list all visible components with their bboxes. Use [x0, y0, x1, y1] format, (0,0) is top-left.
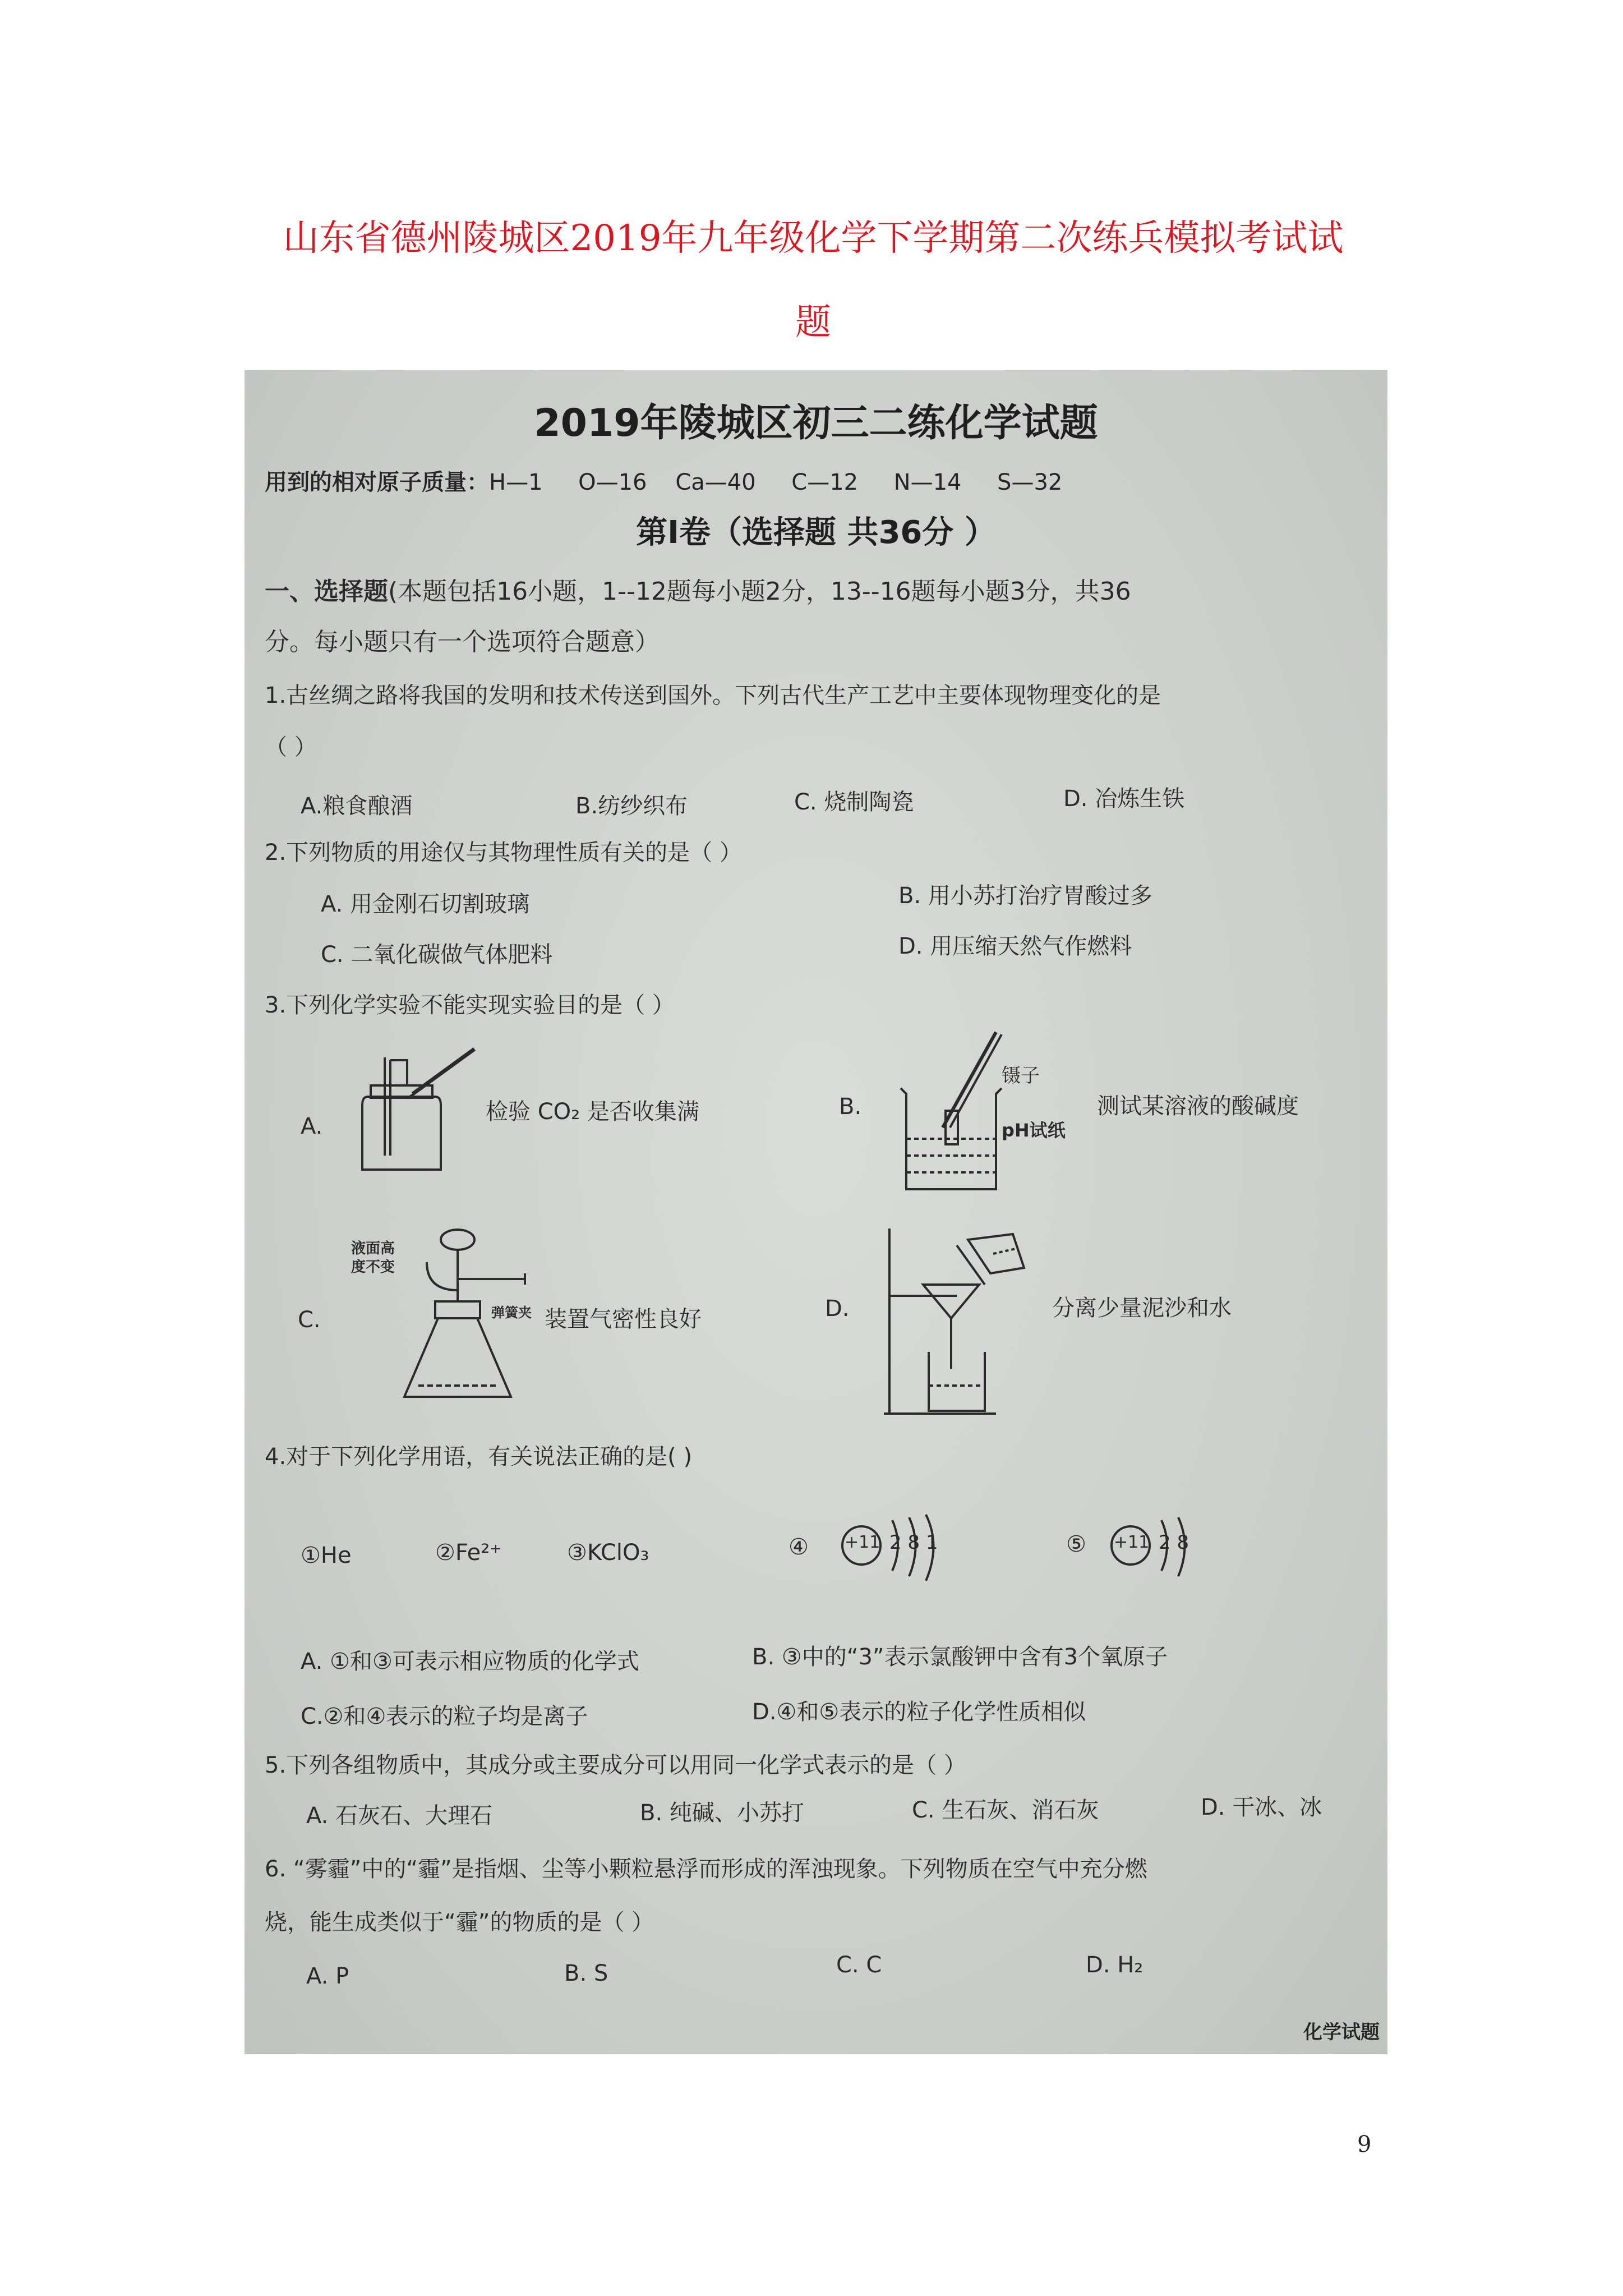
q3-option-a-letter: A. [301, 1114, 323, 1139]
q4-option-b: B. ③中的“3”表示氯酸钾中含有3个氧原子 [752, 1644, 1168, 1670]
q3-option-b-letter: B. [839, 1094, 862, 1120]
atom-5-nucleus: +11 [1114, 1533, 1150, 1552]
exam-title: 2019年陵城区初三二练化学试题 [534, 401, 1098, 445]
section-heading: 一、选择题 [265, 577, 388, 606]
section-heading-line [265, 571, 1131, 607]
atom-4-shells: 2 8 1 [889, 1531, 938, 1554]
page-number: 9 [1357, 2132, 1372, 2157]
q3-label-liquid-level-2: 度不变 [351, 1259, 395, 1276]
q4-index-4: ④ [789, 1534, 809, 1560]
atomic-mass-label: 用到的相对原子质量： [265, 470, 489, 495]
q1-option-c: C. 烧制陶瓷 [794, 789, 914, 815]
q1-option-d: D. 冶炼生铁 [1063, 786, 1185, 812]
q6-option-d: D. H₂ [1086, 1952, 1144, 1978]
q3-option-d-letter: D. [825, 1296, 850, 1322]
atom-5-shells: 2 8 [1159, 1531, 1189, 1554]
exam-photo [245, 370, 1387, 2054]
q3-option-c-letter: C. [298, 1307, 321, 1333]
document-title-line-2: 题 [795, 302, 831, 343]
section-description-2: 分。每小题只有一个选项符合题意） [265, 628, 660, 656]
q4-stem: 4.对于下列化学用语，有关说法正确的是( ) [265, 1444, 693, 1470]
q2-option-d: D. 用压缩天然气作燃料 [898, 933, 1132, 959]
q5-option-b: B. 纯碱、小苏打 [640, 1800, 804, 1826]
q3-label-ph-paper: pH试纸 [1002, 1120, 1066, 1141]
filtration-diagram [873, 1223, 1075, 1425]
q2-option-a: A. 用金刚石切割玻璃 [321, 891, 530, 917]
atomic-mass-values: H—1 O—16 Ca—40 C—12 N—14 S—32 [489, 470, 1063, 495]
q6-stem-2: 烧，能生成类似于“霾”的物质的是（ ） [265, 1910, 654, 1935]
q5-option-c: C. 生石灰、消石灰 [912, 1797, 1099, 1823]
q4-symbol-3: ③KClO₃ [567, 1540, 649, 1566]
q4-option-c: C.②和④表示的粒子均是离子 [301, 1704, 588, 1729]
atomic-mass-line [265, 464, 1062, 496]
q3-label-tweezers: 镊子 [1002, 1065, 1040, 1087]
q5-stem: 5.下列各组物质中，其成分或主要成分可以用同一化学式表示的是（ ） [265, 1752, 966, 1778]
q3-stem: 3.下列化学实验不能实现实验目的是（ ） [265, 992, 675, 1018]
q4-option-a: A. ①和③可表示相应物质的化学式 [301, 1649, 639, 1674]
q4-option-d: D.④和⑤表示的粒子化学性质相似 [752, 1699, 1086, 1725]
q4-symbol-1: ①He [301, 1543, 352, 1568]
q4-symbol-2: ②Fe²⁺ [435, 1540, 502, 1566]
q3-label-liquid-level-1: 液面高 [351, 1240, 395, 1257]
q6-option-a: A. P [306, 1963, 349, 1989]
q3-option-a-text: 检验 CO₂ 是否收集满 [486, 1099, 699, 1125]
q6-stem: 6. “雾霾”中的“霾”是指烟、尘等小颗粒悬浮而形成的浑浊现象。下列物质在空气中充分燃 [265, 1856, 1147, 1882]
q3-option-c-text: 装置气密性良好 [545, 1306, 702, 1332]
exam-footer-label: 化学试题 [1303, 2021, 1380, 2044]
q4-index-5: ⑤ [1066, 1531, 1086, 1557]
q3-option-b-text: 测试某溶液的酸碱度 [1097, 1093, 1299, 1119]
document-title [241, 196, 1385, 365]
q3-label-spring-clip: 弹簧夹 [491, 1305, 532, 1320]
q1-option-a: A.粮食酿酒 [301, 793, 413, 819]
q2-option-b: B. 用小苏打治疗胃酸过多 [898, 883, 1152, 909]
beaker-tweezers-diagram [889, 1027, 1035, 1200]
q5-option-a: A. 石灰石、大理石 [306, 1803, 493, 1829]
q1-stem: 1.古丝绸之路将我国的发明和技术传送到国外。下列古代生产工艺中主要体现物理变化的是 [265, 683, 1161, 708]
q6-option-c: C. C [836, 1952, 882, 1978]
q2-option-c: C. 二氧化碳做气体肥料 [321, 942, 553, 968]
gas-bottle-diagram [345, 1043, 491, 1178]
q5-option-d: D. 干冰、冰 [1201, 1795, 1322, 1820]
document-title-line-1: 山东省德州陵城区2019年九年级化学下学期第二次练兵模拟考试试 [283, 218, 1344, 259]
section-description: (本题包括16小题，1--12题每小题2分，13--16题每小题3分，共36 [388, 577, 1131, 606]
q6-option-b: B. S [564, 1961, 608, 1986]
q2-stem: 2.下列物质的用途仅与其物理性质有关的是（ ） [265, 840, 742, 866]
q1-answer-blank: （ ） [265, 734, 317, 760]
volume-title: 第Ⅰ卷（选择题 共36分 ） [636, 514, 996, 551]
atom-4-nucleus: +11 [845, 1533, 880, 1552]
q3-option-d-text: 分离少量泥沙和水 [1052, 1295, 1232, 1321]
q1-option-b: B.纺纱织布 [575, 793, 688, 819]
